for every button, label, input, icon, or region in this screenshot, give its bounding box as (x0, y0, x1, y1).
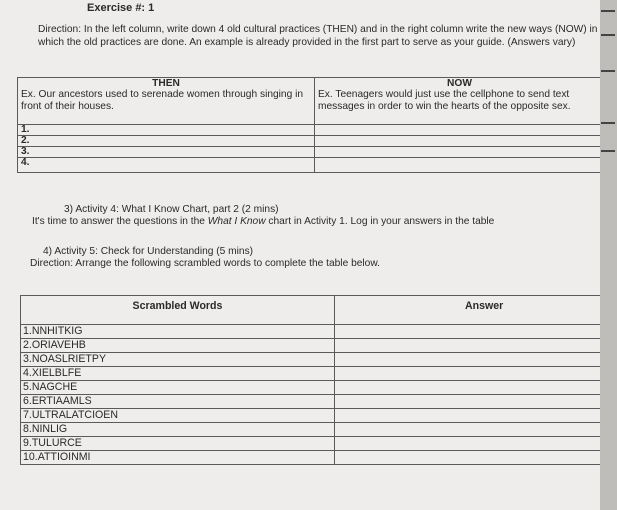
answer-cell (335, 367, 617, 381)
then-now-table (17, 77, 605, 173)
page-edge-mark (601, 122, 615, 124)
answer-cell (335, 325, 617, 339)
scrambled-word-row: 6.ERTIAAMLS (21, 395, 335, 409)
now-row-1 (315, 125, 605, 136)
adjacent-page-edge (600, 0, 617, 510)
scrambled-word-row: 8.NINLIG (21, 423, 335, 437)
answer-cell (335, 451, 617, 465)
exercise-title: Exercise #: 1 (87, 2, 155, 14)
activity5-title: 4) Activity 5: Check for Understanding (5 mins) (43, 246, 254, 257)
now-row-4 (315, 158, 605, 173)
scrambled-word-row: 4.XIELBLFE (21, 367, 335, 381)
page-edge-mark (601, 150, 615, 152)
then-now-direction: Direction: In the left column, write down 4 old cultural practices (THEN) and in the right column write the new ways (NOW) in which the old practices are done. An example is already provided in the first part to serve as your guide. (Answers vary) (38, 24, 598, 48)
activity4-title: 3) Activity 4: What I Know Chart, part 2 (2 mins) (64, 204, 279, 215)
now-header: NOW (315, 78, 605, 90)
activity4-text-part-b: chart in Activity 1. Log in your answers in the table (265, 216, 495, 227)
answer-header: Answer (335, 296, 617, 325)
answer-cell (335, 409, 617, 423)
then-row-4: 4. (18, 158, 315, 173)
then-header: THEN (18, 78, 315, 90)
scrambled-word-row: 3.NOASLRIETPY (21, 353, 335, 367)
example-now-cell: Ex. Teenagers would just use the cellphone to send text messages in order to win the hearts of the opposite sex. (315, 89, 605, 125)
activity4-text-emphasis: What I Know (207, 216, 266, 227)
page-edge-mark (601, 70, 615, 72)
answer-cell (335, 437, 617, 451)
then-row-1: 1. (18, 125, 315, 136)
then-row-2: 2. (18, 136, 315, 147)
scrambled-word-row: 9.TULURCE (21, 437, 335, 451)
page-edge-mark (601, 10, 615, 12)
example-then-cell: Ex. Our ancestors used to serenade women through singing in front of their houses. (18, 89, 315, 125)
activity4-text (32, 216, 494, 227)
answer-cell (335, 381, 617, 395)
scramble-direction: Direction: Arrange the following scrambled words to complete the table below. (30, 258, 380, 269)
answer-cell (335, 423, 617, 437)
now-row-2 (315, 136, 605, 147)
scrambled-words-table (20, 295, 617, 465)
then-row-3: 3. (18, 147, 315, 158)
answer-cell (335, 395, 617, 409)
answer-cell (335, 353, 617, 367)
now-row-3 (315, 147, 605, 158)
scrambled-words-header: Scrambled Words (21, 296, 335, 325)
scrambled-word-row: 1.NNHITKIG (21, 325, 335, 339)
page-edge-mark (601, 34, 615, 36)
scrambled-word-row: 5.NAGCHE (21, 381, 335, 395)
activity4-text-part-a: It's time to answer the questions in the (32, 216, 208, 227)
scrambled-word-row: 2.ORIAVEHB (21, 339, 335, 353)
scrambled-word-row: 7.ULTRALATCIOEN (21, 409, 335, 423)
answer-cell (335, 339, 617, 353)
scrambled-word-row: 10.ATTIOINMI (21, 451, 335, 465)
